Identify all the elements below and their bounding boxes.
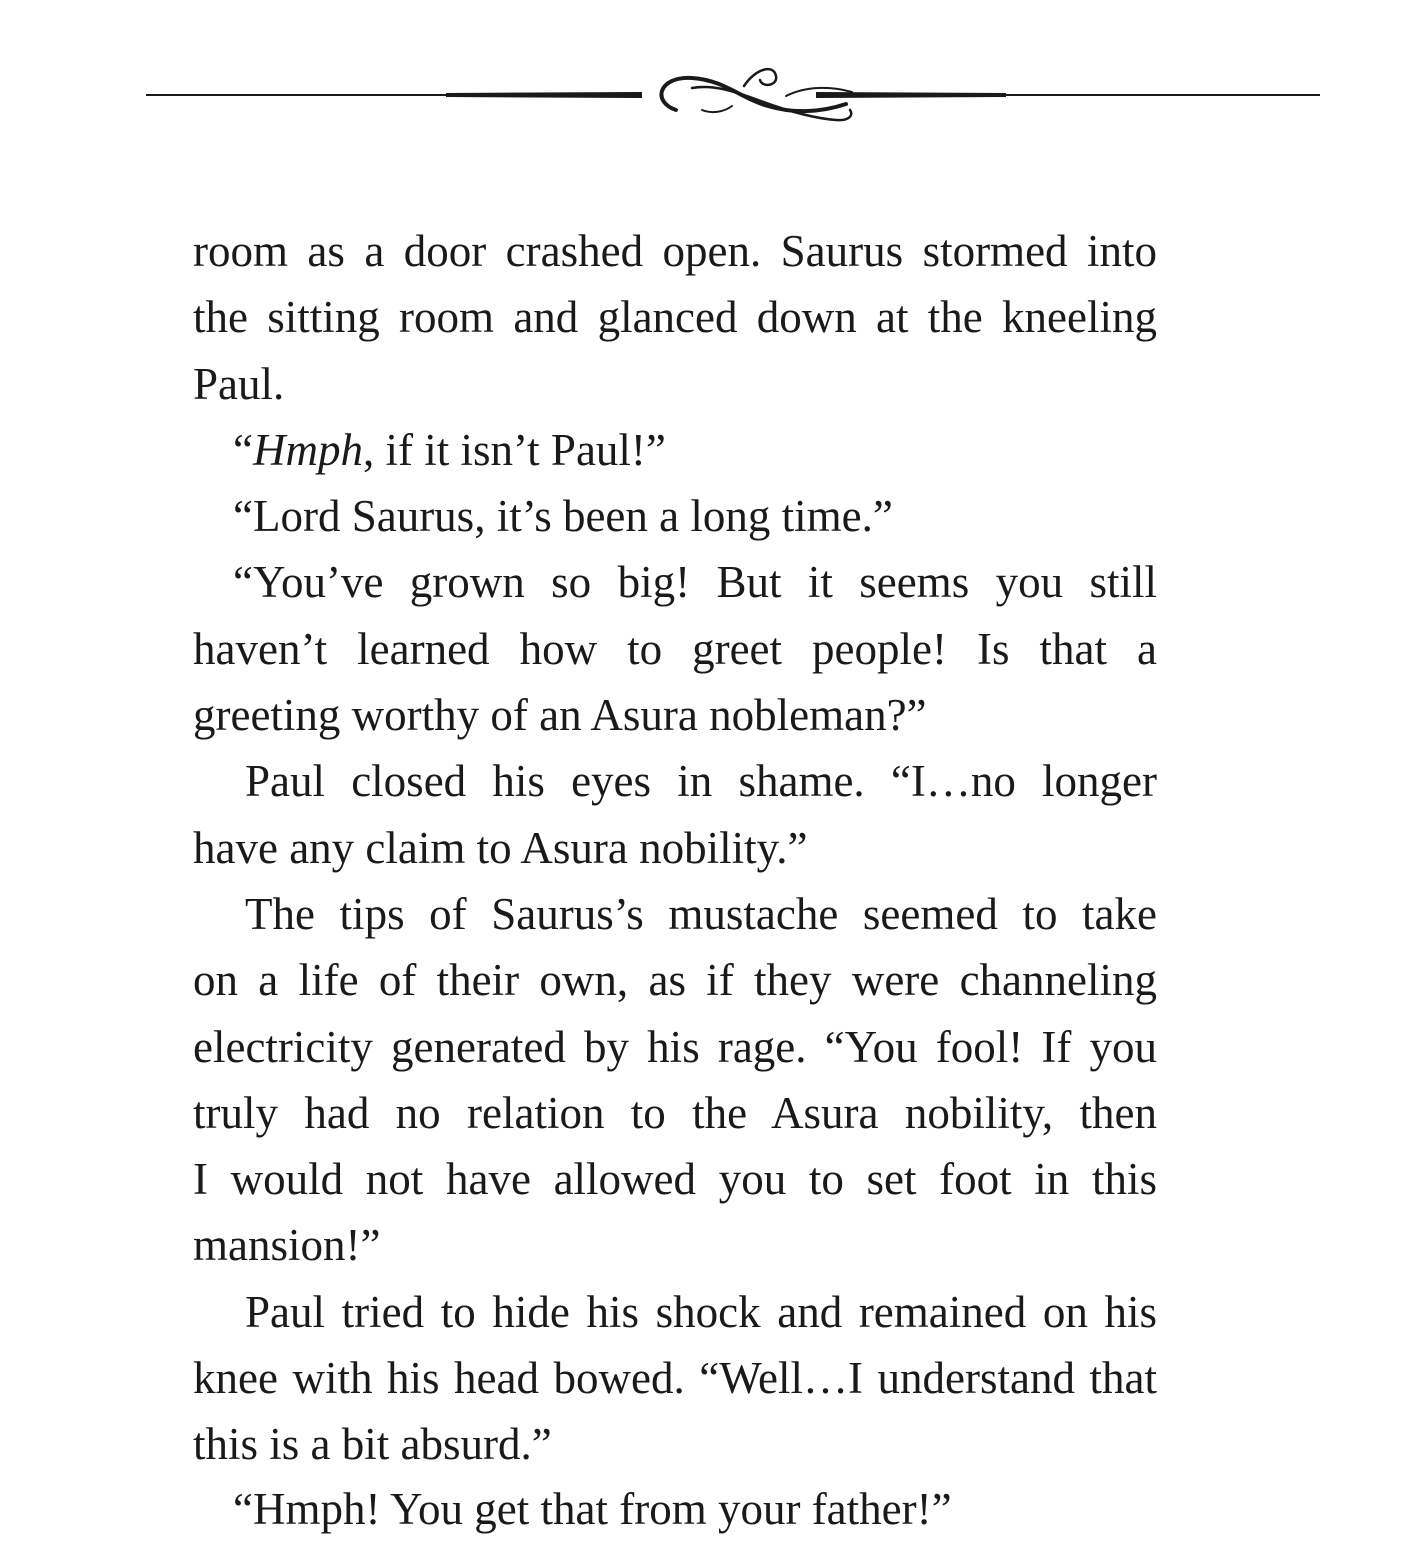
text-line: “You’ve grown so big! But it seems you still — [233, 557, 1157, 608]
paragraph-6 — [193, 881, 1157, 1279]
paragraph-7 — [193, 1279, 1157, 1478]
text-line: the sitting room and glanced down at the kneeling — [193, 292, 1157, 343]
text-line: room as a door crashed open. Saurus stormed into — [193, 226, 1157, 276]
text-line: The tips of Saurus’s mustache seemed to take — [245, 888, 1157, 939]
text-line: I would not have allowed you to set foot in this — [193, 1154, 1157, 1205]
text-line: “Lord Saurus, it’s been a long time.” — [233, 491, 893, 542]
text-line: Paul tried to hide his shock and remained on his — [245, 1286, 1157, 1337]
text-line: Paul. — [193, 358, 285, 409]
emphasis-text: Hmph — [252, 424, 363, 475]
text-line: this is a bit absurd.” — [193, 1419, 552, 1470]
paragraph-5 — [193, 748, 1157, 881]
paragraph-1 — [193, 218, 1157, 417]
text-line: greeting worthy of an Asura nobleman?” — [193, 690, 927, 741]
header-flourish-icon — [146, 62, 1320, 132]
paragraph-4 — [193, 549, 1157, 748]
cutoff-line: “Hmph! You get that from your father!” — [233, 1484, 952, 1534]
text-line: mansion!” — [193, 1220, 381, 1271]
paragraph-2 — [193, 417, 1157, 483]
paragraph-3 — [193, 483, 1157, 549]
text-line: truly had no relation to the Asura nobility, then — [193, 1087, 1157, 1138]
text-line: Paul closed his eyes in shame. “I…no longer — [245, 756, 1157, 807]
text-line: on a life of their own, as if they were channeling — [193, 955, 1157, 1006]
open-quote: “ — [233, 424, 253, 475]
page-body — [193, 218, 1157, 1478]
text-line: haven’t learned how to greet people! Is that a — [193, 623, 1157, 674]
text-line: electricity generated by his rage. “You fool! If you — [193, 1021, 1157, 1072]
text-line: have any claim to Asura nobility.” — [193, 822, 808, 873]
text-line: , if it isn’t Paul!” — [362, 424, 666, 475]
text-line: knee with his head bowed. “Well…I understand that — [193, 1353, 1157, 1404]
